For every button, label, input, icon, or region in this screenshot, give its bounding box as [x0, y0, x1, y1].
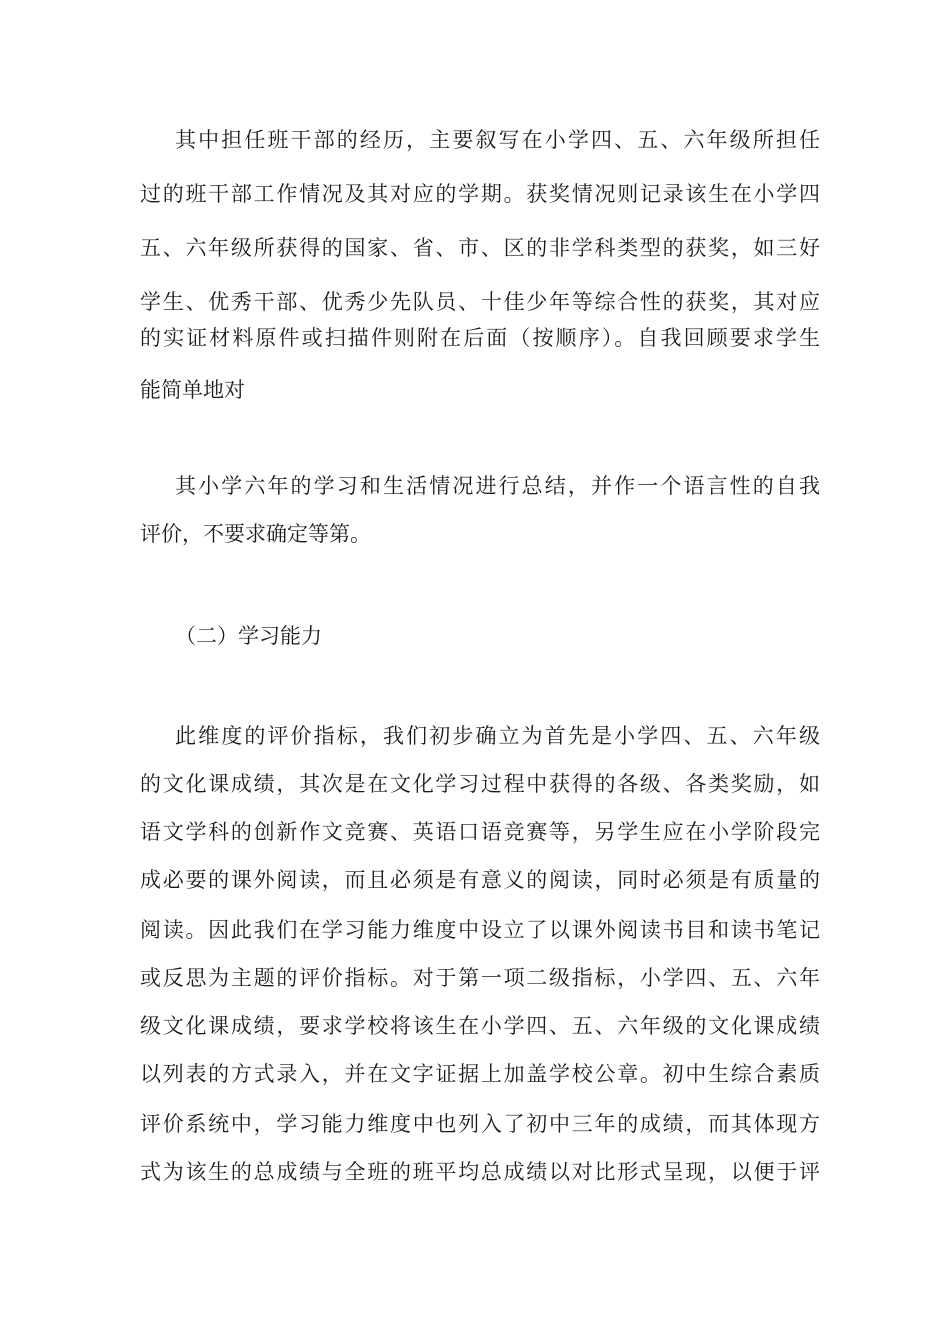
paragraph-1-line-4: 学生、优秀干部、优秀少先队员、十佳少年等综合性的获奖，其对应: [140, 290, 820, 314]
paragraph-2-line-1: 其小学六年的学习和生活情况进行总结，并作一个语言性的自我: [175, 474, 820, 498]
paragraph-1-line-3: 五、六年级所获得的国家、省、市、区的非学科类型的获奖，如三好: [140, 236, 820, 260]
paragraph-3-line-7: 级文化课成绩，要求学校将该生在小学四、五、六年级的文化课成绩: [140, 1014, 820, 1038]
paragraph-1-line-5: 的实证材料原件或扫描件则附在后面（按顺序）。自我回顾要求学生: [140, 326, 820, 350]
paragraph-1-line-1: 其中担任班干部的经历，主要叙写在小学四、五、六年级所担任: [175, 128, 820, 152]
paragraph-1-line-6: 能简单地对: [140, 378, 245, 402]
paragraph-3-line-1: 此维度的评价指标，我们初步确立为首先是小学四、五、六年级: [175, 724, 820, 748]
section-heading: （二）学习能力: [175, 624, 322, 648]
paragraph-3-line-6: 或反思为主题的评价指标。对于第一项二级指标，小学四、五、六年: [140, 966, 820, 990]
paragraph-1-line-2: 过的班干部工作情况及其对应的学期。获奖情况则记录该生在小学四: [140, 182, 820, 206]
paragraph-3-line-8: 以列表的方式录入，并在文字证据上加盖学校公章。初中生综合素质: [140, 1062, 820, 1086]
paragraph-3-line-5: 阅读。因此我们在学习能力维度中设立了以课外阅读书目和读书笔记: [140, 918, 820, 942]
paragraph-3-line-3: 语文学科的创新作文竞赛、英语口语竞赛等，另学生应在小学阶段完: [140, 820, 820, 844]
paragraph-3-line-10: 式为该生的总成绩与全班的班平均总成绩以对比形式呈现，以便于评: [140, 1160, 820, 1184]
paragraph-2-line-2: 评价，不要求确定等第。: [140, 522, 371, 546]
paragraph-3-line-4: 成必要的课外阅读，而且必须是有意义的阅读，同时必须是有质量的: [140, 868, 820, 892]
paragraph-3-line-9: 评价系统中，学习能力维度中也列入了初中三年的成绩，而其体现方: [140, 1112, 820, 1136]
paragraph-3-line-2: 的文化课成绩，其次是在文化学习过程中获得的各级、各类奖励，如: [140, 772, 820, 796]
